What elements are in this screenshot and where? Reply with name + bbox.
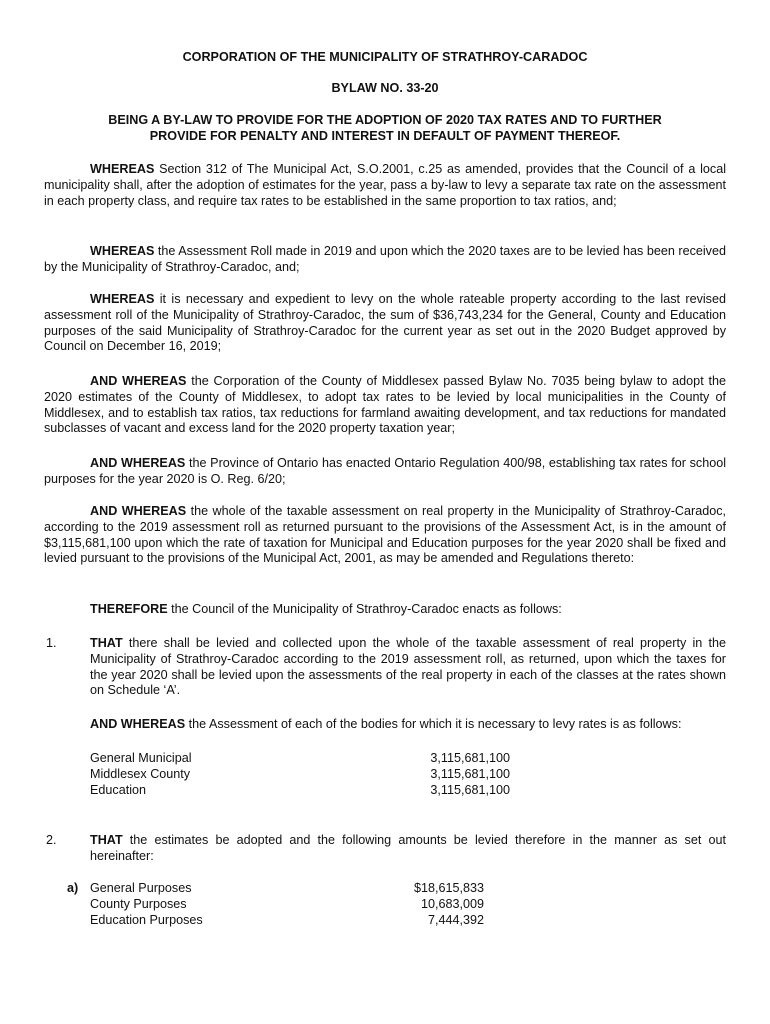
recital-lead: WHEREAS bbox=[90, 244, 155, 258]
recital-4 bbox=[44, 374, 726, 437]
section-2-text bbox=[90, 833, 726, 865]
recital-lead: AND WHEREAS bbox=[90, 374, 187, 388]
amount-value: 10,683,009 bbox=[420, 897, 484, 911]
bylaw-title-line2: PROVIDE FOR PENALTY AND INTEREST IN DEFAULT OF PAYMENT THEREOF. bbox=[149, 129, 621, 143]
section-body: the estimates be adopted and the following amounts be levied therefore in the manner as set out hereinafter: bbox=[90, 833, 726, 863]
assessment-label: General Municipal bbox=[90, 751, 192, 765]
recital-text: the Corporation of the County of Middlesex passed Bylaw No. 7035 being bylaw to adopt the 2020 estimates of the County of Middlesex, to adopt tax rates to be levied by local municipalities in the County of Middlesex, and to establish tax ratios, tax reductions for farmland awaiting development, and tax reductions for mandated subclasses of vacant and excess land for the 2020 property taxation year; bbox=[44, 374, 726, 436]
section-1-number: 1. bbox=[46, 636, 57, 650]
recital-text: the Assessment Roll made in 2019 and upon which the 2020 taxes are to be levied has been received by the Municipality of Strathroy-Caradoc, and; bbox=[44, 244, 726, 274]
recital-lead: THEREFORE bbox=[90, 602, 168, 616]
recital-lead: WHEREAS bbox=[90, 162, 155, 176]
amount-label: County Purposes bbox=[90, 897, 187, 911]
section-1-sub-text bbox=[90, 717, 726, 733]
recital-1 bbox=[44, 162, 726, 209]
recital-5 bbox=[44, 456, 726, 488]
amount-row bbox=[90, 913, 484, 929]
amount-label: Education Purposes bbox=[90, 913, 203, 927]
recital-lead: AND WHEREAS bbox=[90, 504, 187, 518]
amount-label: General Purposes bbox=[90, 881, 192, 895]
section-lead: THAT bbox=[90, 833, 123, 847]
assessment-value: 3,115,681,100 bbox=[430, 783, 510, 797]
subsection-a-marker: a) bbox=[67, 881, 79, 895]
section-lead: THAT bbox=[90, 636, 123, 650]
assessment-row bbox=[90, 767, 510, 783]
assessment-label: Middlesex County bbox=[90, 767, 191, 781]
bylaw-number: BYLAW NO. 33-20 bbox=[331, 81, 439, 95]
corporation-heading: CORPORATION OF THE MUNICIPALITY OF STRATHROY-CARADOC bbox=[182, 50, 588, 64]
recital-lead: WHEREAS bbox=[90, 292, 155, 306]
section-1-text bbox=[90, 636, 726, 699]
recital-2 bbox=[44, 244, 726, 276]
recital-text: the Council of the Municipality of Strathroy-Caradoc enacts as follows: bbox=[167, 602, 562, 616]
assessment-value: 3,115,681,100 bbox=[430, 751, 510, 765]
bylaw-title-line1: BEING A BY-LAW TO PROVIDE FOR THE ADOPTION OF 2020 TAX RATES AND TO FURTHER bbox=[108, 113, 662, 127]
recital-text: the whole of the taxable assessment on real property in the Municipality of Strathroy-Caradoc, according to the 2019 assessment roll as returned pursuant to the provisions of the Assessment Act, is in the amount of $3,115,681,100 upon which the rate of taxation for Municipal and Education purposes for the year 2020 shall be fixed and levied pursuant to the provisions of the Municipal Act, 2001, as may be amended and Regulations thereto: bbox=[44, 504, 726, 566]
recital-text: it is necessary and expedient to levy on the whole rateable property according to the last revised assessment roll of the Municipality of Strathroy-Caradoc, the sum of $36,743,234 for the General, County and Education purposes of the said Municipality of Strathroy-Caradoc for the current year as set out in the 2020 Budget approved by Council on December 16, 2019; bbox=[44, 292, 726, 354]
recital-text: Section 312 of The Municipal Act, S.O.2001, c.25 as amended, provides that the Council of a local municipality shall, after the adoption of estimates for the year, pass a by-law to levy a separate tax rate on the assessment in each property class, and require tax rates to be established in the same proportion to tax ratios, and; bbox=[44, 162, 726, 208]
section-body: the Assessment of each of the bodies for which it is necessary to levy rates is as follows: bbox=[185, 717, 682, 731]
section-lead: AND WHEREAS bbox=[90, 717, 186, 731]
assessment-value: 3,115,681,100 bbox=[430, 767, 510, 781]
amount-row bbox=[90, 897, 484, 913]
amount-value: 7,444,392 bbox=[427, 913, 484, 927]
assessment-row bbox=[90, 783, 510, 799]
section-body: there shall be levied and collected upon the whole of the taxable assessment of real property in the Municipality of Strathroy-Caradoc according to the 2019 assessment roll, as returned, upon which the taxes for the year 2020 shall be levied upon the assessments of the real property in each of the classes at the rates shown on Schedule ‘A’. bbox=[90, 636, 726, 698]
recital-6 bbox=[44, 504, 726, 567]
assessment-row bbox=[90, 751, 510, 767]
section-2-number: 2. bbox=[46, 833, 57, 847]
recital-text: the Province of Ontario has enacted Ontario Regulation 400/98, establishing tax rates for school purposes for the year 2020 is O. Reg. 6/20; bbox=[44, 456, 726, 486]
recital-3 bbox=[44, 292, 726, 355]
recital-therefore bbox=[44, 602, 726, 618]
amount-row bbox=[90, 881, 484, 897]
recital-lead: AND WHEREAS bbox=[90, 456, 186, 470]
assessment-label: Education bbox=[90, 783, 147, 797]
amount-value: $18,615,833 bbox=[413, 881, 484, 895]
